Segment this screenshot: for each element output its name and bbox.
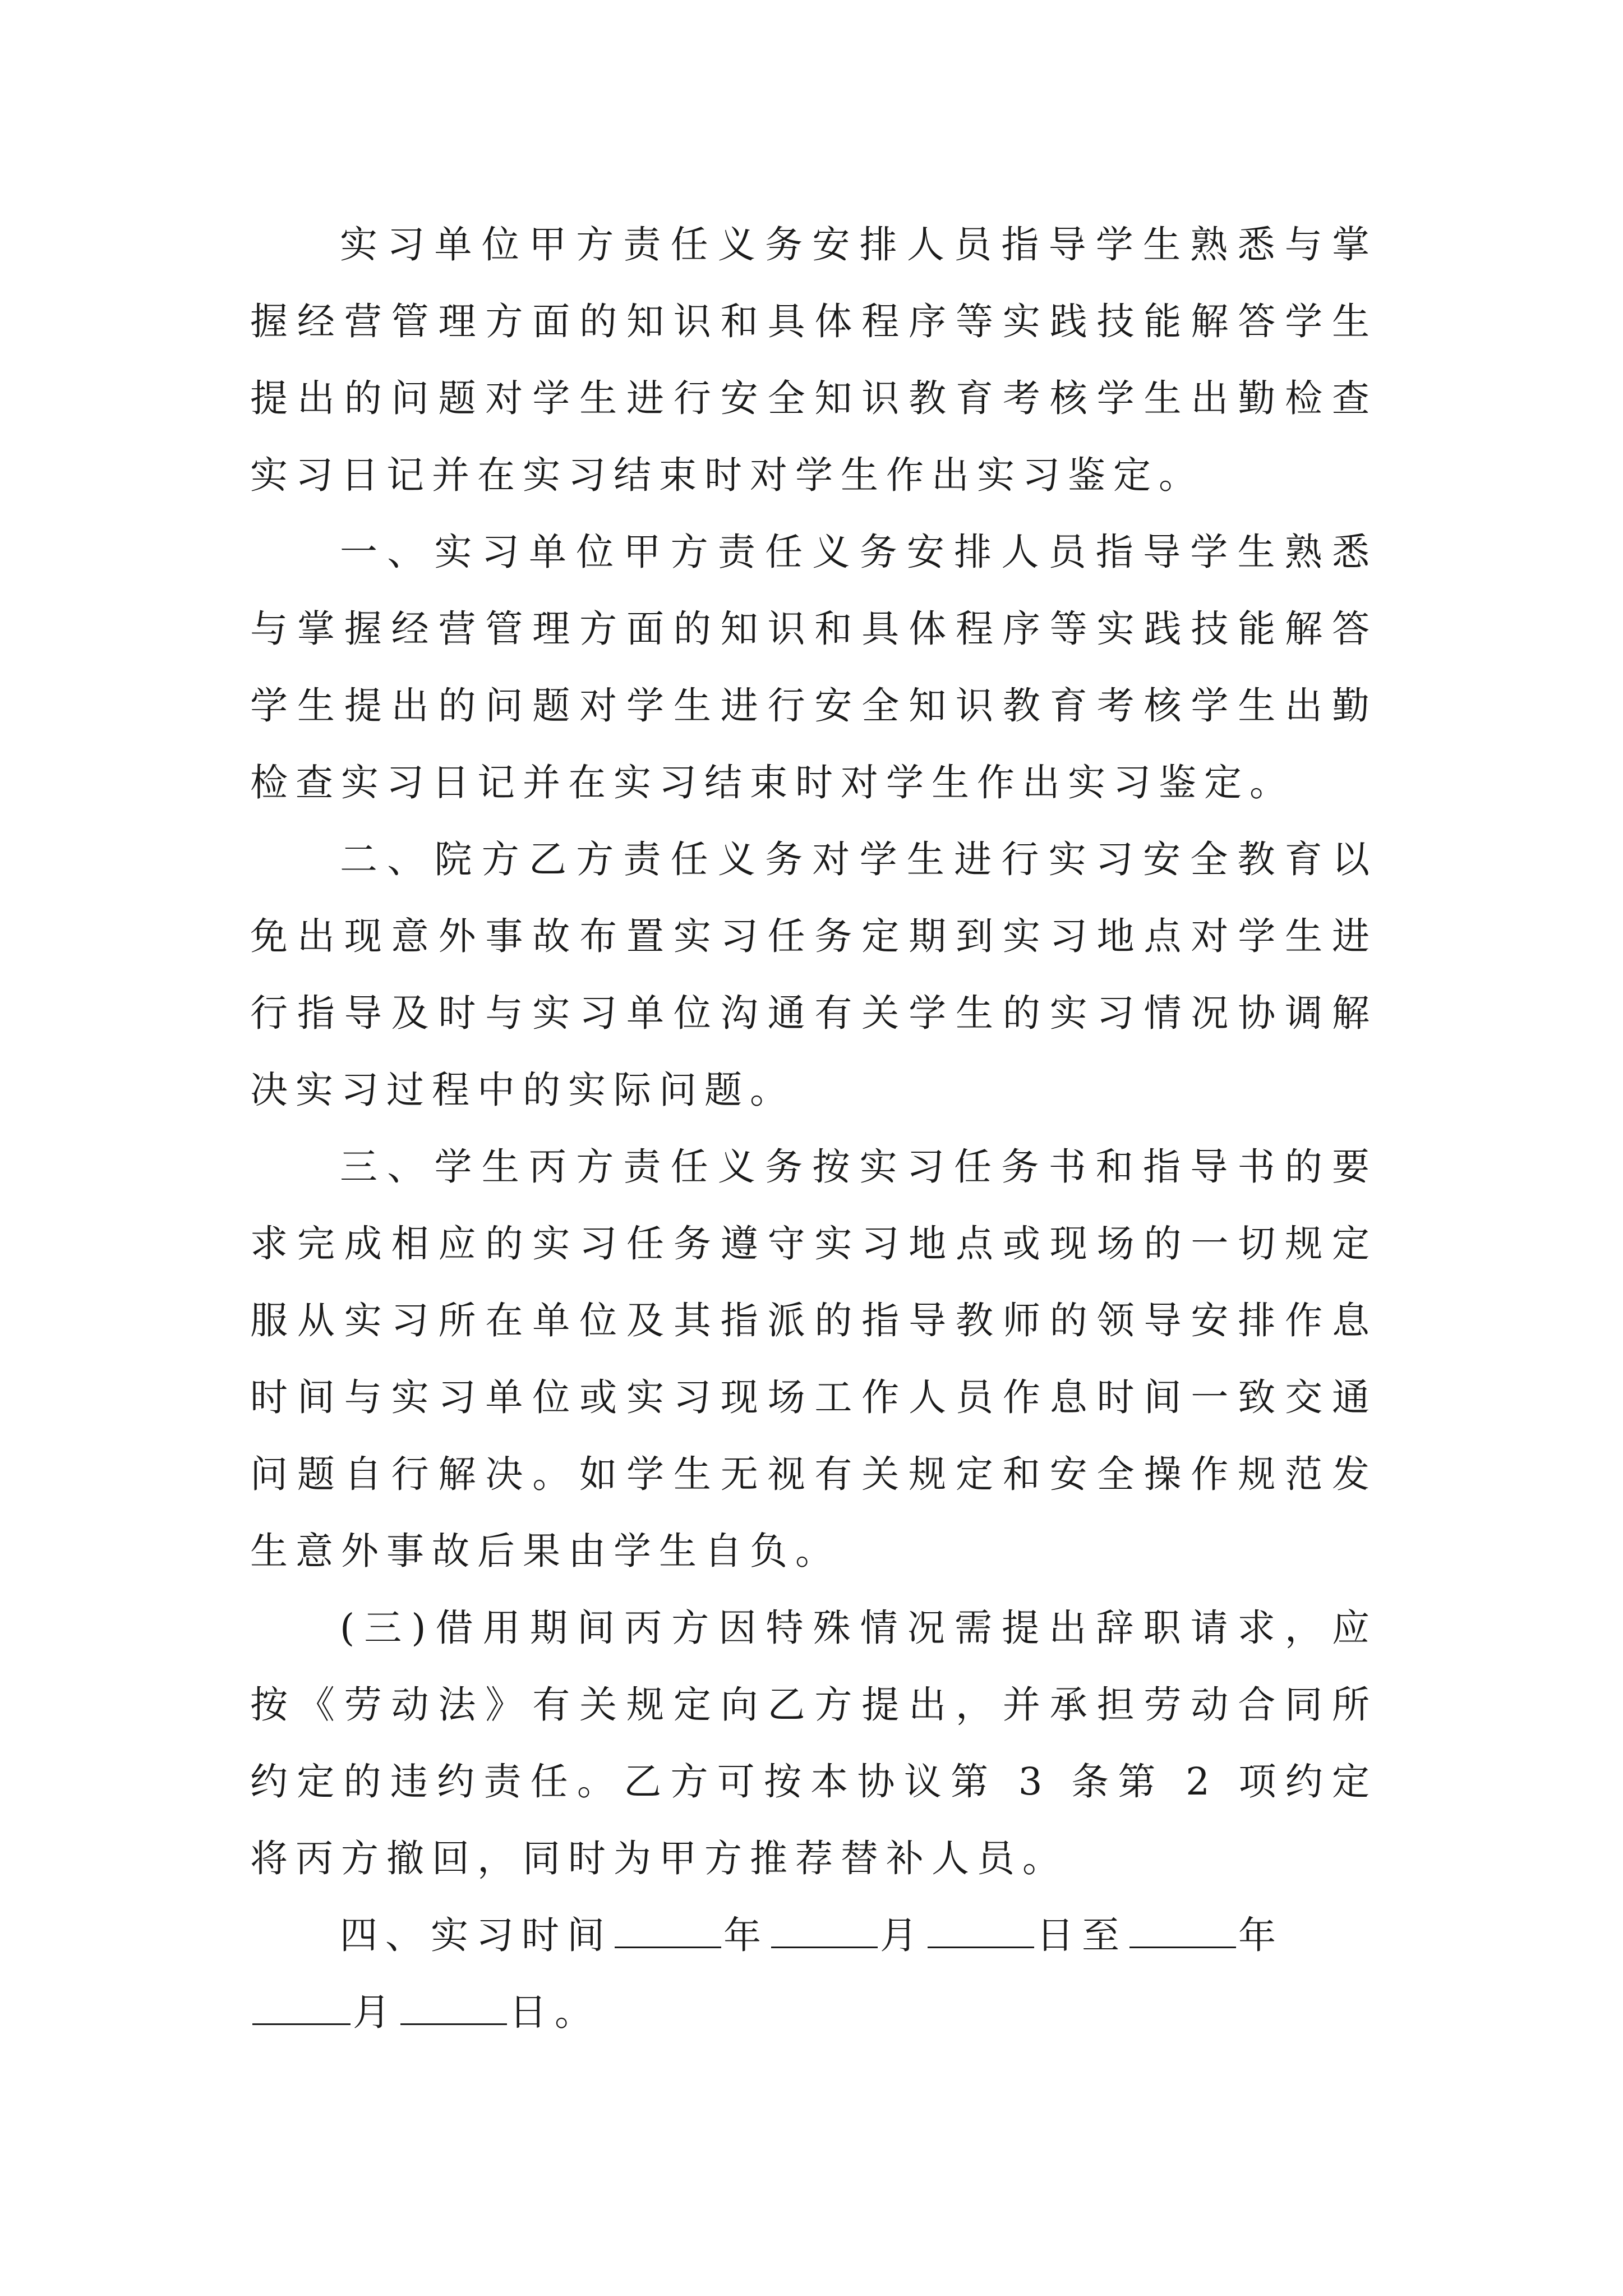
start-year-blank [615,1945,721,1948]
start-year-label: 年 [723,1913,769,1957]
end-day-label: 日。 [509,1990,600,2034]
end-year-blank [1129,1945,1236,1948]
end-day-blank [400,2022,507,2025]
end-year-label: 年 [1238,1913,1284,1957]
end-month-label: 月 [353,1990,398,2034]
paragraph-section-3: 三、学生丙方责任义务按实习任务书和指导书的要求完成相应的实习任务遵守实习地点或现场的一切规定服从实习所在单位及其指派的指导教师的领导安排作息时间与实习单位或实习现场工作人员作息时间一致交通问题自行解决。如学生无视有关规定和安全操作规范发生意外事故后果由学生自负。 [250,1145,1377,1573]
start-month-blank [771,1945,878,1948]
internship-period-line [250,1897,1377,2051]
document-body [250,206,1377,2051]
start-day-label: 日至 [1036,1913,1127,1957]
paragraph-section-2: 二、院方乙方责任义务对学生进行实习安全教育以免出现意外事故布置实习任务定期到实习地点对学生进行指导及时与实习单位沟通有关学生的实习情况协调解决实习过程中的实际问题。 [250,838,1377,1112]
start-month-label: 月 [880,1913,925,1957]
period-prefix: 四、实习时间 [340,1913,612,1957]
paragraph-section-1: 一、实习单位甲方责任义务安排人员指导学生熟悉与掌握经营管理方面的知识和具体程序等实践技能解答学生提出的问题对学生进行安全知识教育考核学生出勤检查实习日记并在实习结束时对学生作出实习鉴定。 [250,530,1377,804]
end-month-blank [252,2022,351,2025]
start-day-blank [928,1945,1034,1948]
paragraph-clause-3: (三)借用期间丙方因特殊情况需提出辞职请求，应按《劳动法》有关规定向乙方提出，并承担劳动合同所约定的违约责任。乙方可按本协议第 3 条第 2 项约定将丙方撤回，同时为甲方推荐替补人员。 [250,1606,1377,1880]
paragraph-intro: 实习单位甲方责任义务安排人员指导学生熟悉与掌握经营管理方面的知识和具体程序等实践技能解答学生提出的问题对学生进行安全知识教育考核学生出勤检查实习日记并在实习结束时对学生作出实习鉴定。 [250,223,1377,497]
